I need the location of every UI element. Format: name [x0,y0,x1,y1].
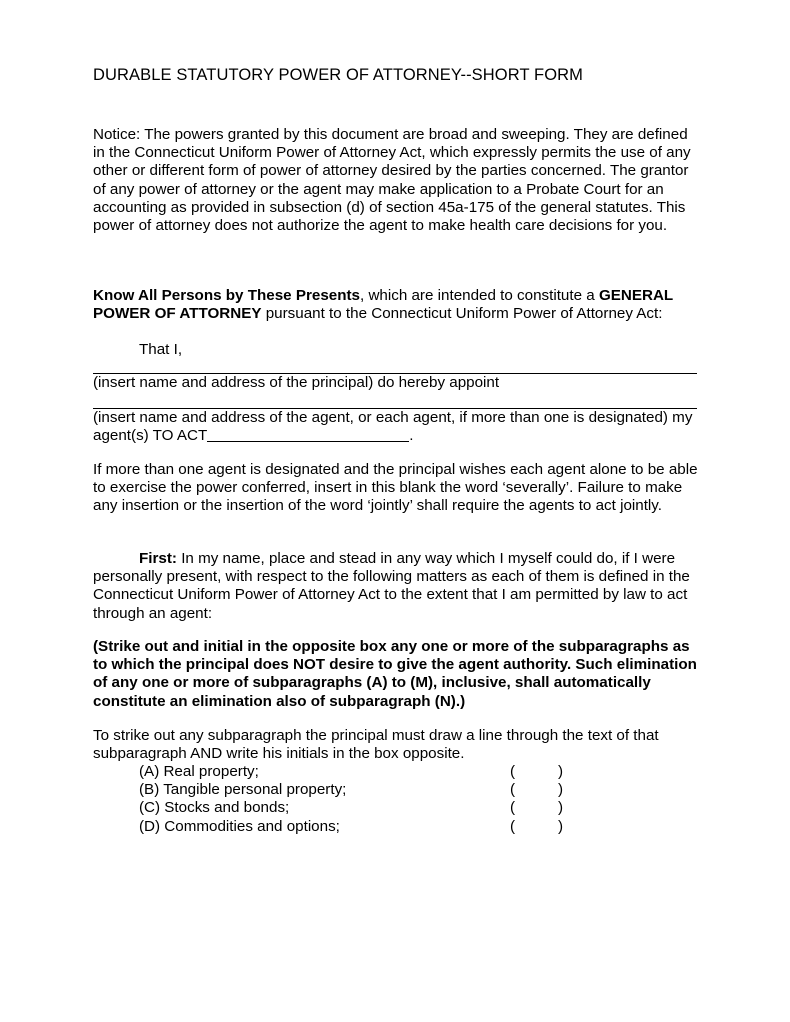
multiple-agents-paragraph: If more than one agent is designated and the principal wishes each agent alone to be able to exercise the power conferred, insert in this blank the word ‘severally’. Failure to make any insertion or the insertion of the word ‘jointly’ shall require the agents to act jointly. [93,461,698,515]
subparagraph-label: (B) Tangible personal property; [139,781,347,799]
first-text: In my name, place and stead in any way which I myself could do, if I were personally present, with respect to the following matters as each of them is defined in the Connecticut Uniform Power of Attorney Act to the extent that I am permitted by law to act through an agent: [93,550,690,622]
subparagraph-label: (C) Stocks and bonds; [139,799,290,817]
to-act-blank[interactable] [207,427,409,442]
strike-out-instruction: (Strike out and initial in the opposite box any one or more of the subparagraphs as to which the principal does NOT desire to give the agent authority. Such elimination of any one or more of subparagraphs (A) to (M), inclusive, shall automatically constitute an elimination also of subparagraph (N).) [93,638,697,710]
subparagraph-label: (D) Commodities and options; [139,817,340,835]
document-title: DURABLE STATUTORY POWER OF ATTORNEY--SHORT FORM [93,66,583,84]
general-power-bold: GENERAL POWER OF ATTORNEY [93,287,673,323]
that-i-label: That I, [139,341,183,358]
know-bold-lead: Know All Persons by These Presents [93,287,360,304]
principal-line-caption: (insert name and address of the principal) do hereby appoint [93,374,500,391]
to-strike-paragraph: To strike out any subparagraph the principal must draw a line through the text of that subparagraph AND write his initials in the box opposite. [93,727,659,763]
notice-paragraph: Notice: The powers granted by this document are broad and sweeping. They are defined in the Connecticut Uniform Power of Attorney Act, which expressly permits the use of any other or different form of power of attorney desired by the parties concerned. The grantor of any power of attorney or the agent may make application to a Probate Court for an accounting as provided in subsection (d) of section 45a-175 of the general statutes. This power of attorney does not authorize the agent to make health care decisions for you. [93,126,691,235]
know-text-1: , which are intended to constitute a [360,287,599,304]
subparagraph-label: (A) Real property; [139,763,259,780]
list-item: (D) Commodities and options; ( ) [139,817,563,835]
agent-caption: (insert name and address of the agent, or each agent, if more than one is designated) my agent(s) TO ACT [93,409,693,445]
first-paragraph [93,550,698,623]
list-item: (A) Real property; ( ) [139,763,563,780]
know-all-persons-paragraph [93,287,698,323]
agent-paragraph [93,409,698,445]
know-text-2: pursuant to the Connecticut Uniform Power of Attorney Act: [261,305,663,323]
subparagraph-list [139,763,579,836]
list-item: (B) Tangible personal property; ( ) [139,781,563,799]
list-item: (C) Stocks and bonds; ( ) [139,799,563,817]
agent-end-period: . [409,427,414,445]
first-label: First: [139,550,177,567]
